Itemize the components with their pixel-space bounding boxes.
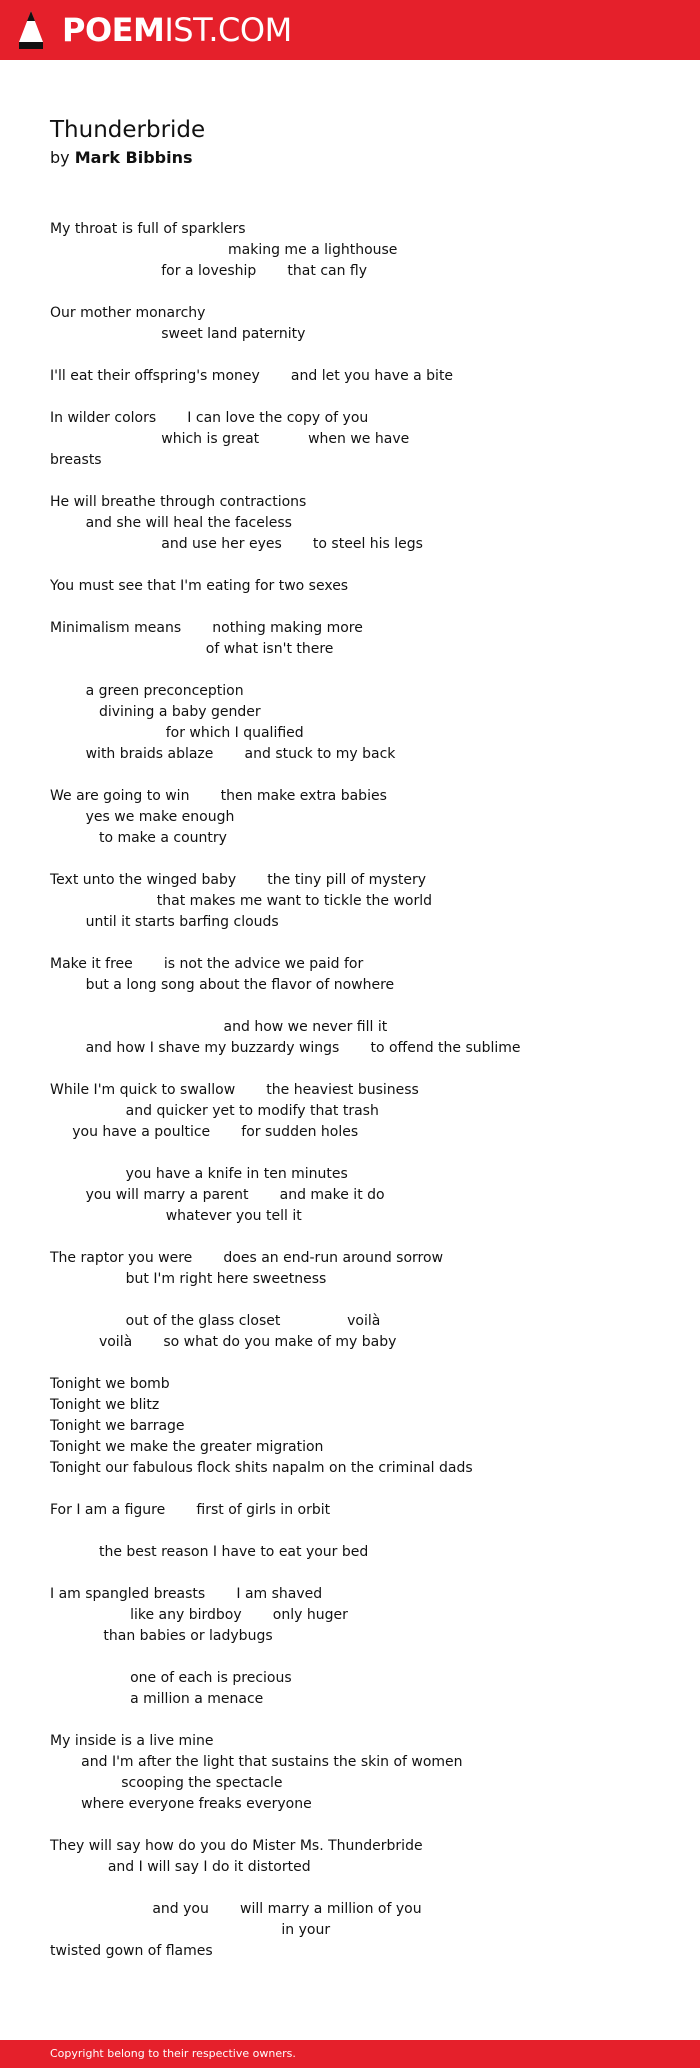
poem-line (50, 1815, 680, 1836)
poem-line: They will say how do you do Mister Ms. Thunderbride (50, 1838, 423, 1854)
poem-line (50, 849, 680, 870)
poem-line: and how we never fill it (50, 1019, 388, 1035)
site-logo[interactable] (62, 11, 292, 49)
poem-line: I'll eat their offspring's money and let you have a bite (50, 368, 454, 384)
pencil-logo-icon[interactable] (18, 10, 44, 54)
poem-line (50, 555, 680, 576)
poem-line (50, 282, 680, 303)
poem-line (50, 660, 680, 681)
poem-line: My inside is a live mine (50, 1733, 214, 1749)
site-footer (0, 2040, 700, 2068)
poem-line: We are going to win then make extra babies (50, 788, 387, 804)
poem-line: twisted gown of flames (50, 1943, 213, 1959)
poem-line (50, 471, 680, 492)
poem-line: Tonight we bomb (50, 1376, 170, 1392)
poem-line (50, 1290, 680, 1311)
poem-line: which is great when we have (50, 431, 410, 447)
poem-line: for a loveship that can fly (50, 263, 368, 279)
poem-line (50, 597, 680, 618)
byline (50, 148, 193, 168)
poem-line: until it starts barfing clouds (50, 914, 279, 930)
poem-line (50, 1647, 680, 1668)
poem-line: that makes me want to tickle the world (50, 893, 433, 909)
poem-line (50, 1878, 680, 1899)
poem-line: but a long song about the flavor of nowhere (50, 977, 395, 993)
poem-line: and use her eyes to steel his legs (50, 536, 423, 552)
poem-line: Tonight we barrage (50, 1418, 185, 1434)
poem-line: sweet land paternity (50, 326, 306, 342)
poem-line: in your (50, 1922, 331, 1938)
poem-line: and how I shave my buzzardy wings to offend the sublime (50, 1040, 521, 1056)
poem-line (50, 1353, 680, 1374)
poem-line: The raptor you were does an end-run around sorrow (50, 1250, 444, 1266)
poem-line: one of each is precious (50, 1670, 292, 1686)
poem-line: breasts (50, 452, 102, 468)
poem-line: with braids ablaze and stuck to my back (50, 746, 396, 762)
poem-line: whatever you tell it (50, 1208, 302, 1224)
poem-line: and quicker yet to modify that trash (50, 1103, 379, 1119)
poem-line: and she will heal the faceless (50, 515, 292, 531)
poem-line: you will marry a parent and make it do (50, 1187, 385, 1203)
poem-line (50, 1479, 680, 1500)
poem-line: You must see that I'm eating for two sexes (50, 578, 349, 594)
poem-line: Minimalism means nothing making more (50, 620, 363, 636)
poem-line (50, 765, 680, 786)
poem-line (50, 1563, 680, 1584)
poem-line (50, 345, 680, 366)
poem-line: a million a menace (50, 1691, 264, 1707)
poem-line: Text unto the winged baby the tiny pill of mystery (50, 872, 427, 888)
poem-line: While I'm quick to swallow the heaviest business (50, 1082, 419, 1098)
poem-line: out of the glass closet voilà (50, 1313, 381, 1329)
poem-line: the best reason I have to eat your bed (50, 1544, 369, 1560)
poem-line: like any birdboy only huger (50, 1607, 348, 1623)
poem-line: He will breathe through contractions (50, 494, 307, 510)
poem-line (50, 996, 680, 1017)
logo-bold: POEM (62, 11, 165, 49)
poem-line: My throat is full of sparklers (50, 221, 246, 237)
logo-light: IST.COM (164, 11, 292, 49)
poem-line: to make a country (50, 830, 227, 846)
poem-line: In wilder colors I can love the copy of you (50, 410, 369, 426)
site-header (0, 0, 700, 60)
poem-line: making me a lighthouse (50, 242, 398, 258)
poem-line (50, 1227, 680, 1248)
poem-line: scooping the spectacle (50, 1775, 283, 1791)
poem-line (50, 1710, 680, 1731)
poem-line (50, 1059, 680, 1080)
poem-line (50, 387, 680, 408)
poem-line: Tonight we make the greater migration (50, 1439, 324, 1455)
poem-line (50, 1143, 680, 1164)
poem-line: and I will say I do it distorted (50, 1859, 311, 1875)
poem-line: and I'm after the light that sustains the skin of women (50, 1754, 463, 1770)
poem-line: Make it free is not the advice we paid for (50, 956, 364, 972)
poem-line: where everyone freaks everyone (50, 1796, 312, 1812)
poem-line: yes we make enough (50, 809, 235, 825)
poem-line: you have a poultice for sudden holes (50, 1124, 359, 1140)
poem-line: I am spangled breasts I am shaved (50, 1586, 323, 1602)
author-name: Mark Bibbins (74, 148, 193, 167)
copyright-text: Copyright belong to their respective owners. (50, 2047, 296, 2060)
poem-title: Thunderbride (50, 117, 206, 143)
poem-line: Our mother monarchy (50, 305, 206, 321)
poem-line: Tonight we blitz (50, 1397, 160, 1413)
poem-line: divining a baby gender (50, 704, 261, 720)
poem-line (50, 1521, 680, 1542)
poem-line: voilà so what do you make of my baby (50, 1334, 397, 1350)
poem-line: but I'm right here sweetness (50, 1271, 327, 1287)
poem-line: For I am a figure first of girls in orbit (50, 1502, 331, 1518)
poem-line: and you will marry a million of you (50, 1901, 422, 1917)
poem-body (50, 219, 680, 1962)
poem-line: of what isn't there (50, 641, 334, 657)
poem-line: a green preconception (50, 683, 244, 699)
poem-line: than babies or ladybugs (50, 1628, 273, 1644)
poem-line: for which I qualified (50, 725, 304, 741)
poem-line: you have a knife in ten minutes (50, 1166, 348, 1182)
poem-line (50, 933, 680, 954)
by-prefix: by (50, 148, 70, 167)
poem-line: Tonight our fabulous flock shits napalm on the criminal dads (50, 1460, 473, 1476)
